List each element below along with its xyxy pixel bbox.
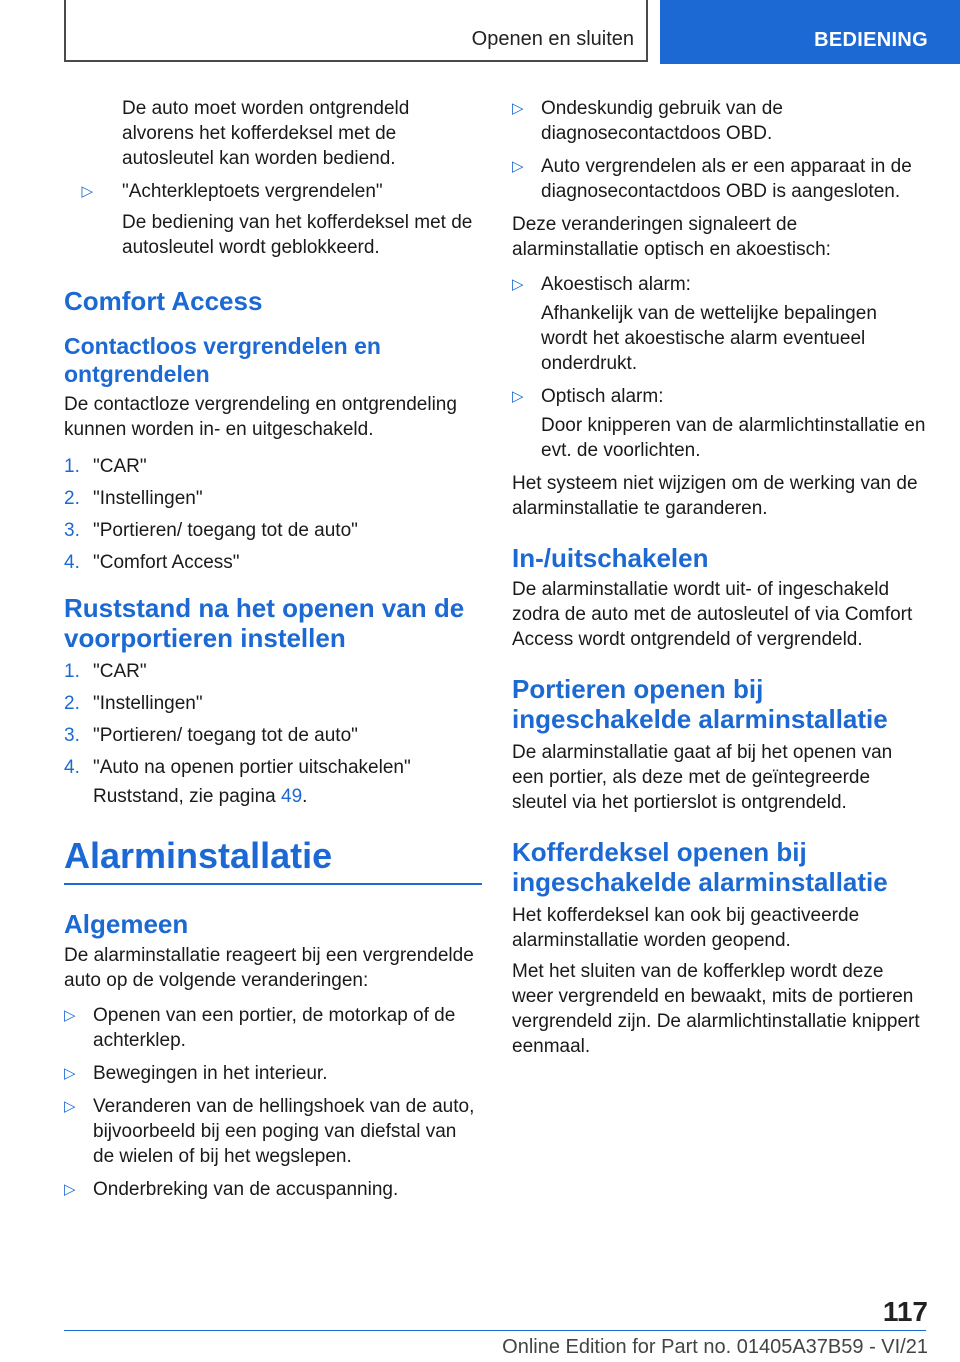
- list-item: ▷ Ondeskundig gebruik van de diagnosecontactdoos OBD.: [512, 98, 783, 144]
- list-item: ▷ "Achterkleptoets vergrendelen": [64, 179, 482, 204]
- list-item: ▷ Optisch alarm:: [512, 386, 664, 407]
- list-item: ▷ Onderbreking van de accuspanning.: [64, 1179, 399, 1200]
- step-item: 3. "Portieren/ toegang tot de auto": [64, 520, 358, 541]
- heading-kofferdeksel-openen: Kofferdeksel openen bij ingeschakelde alarminstallatie: [512, 837, 888, 897]
- step-item: 1. "CAR": [64, 456, 147, 477]
- heading-portieren-openen: Portieren openen bij ingeschakelde alarminstallatie: [512, 674, 888, 734]
- koffer-text-1: Het kofferdeksel kan ook bij geactiveerde alarminstallatie worden geopend.: [512, 905, 860, 951]
- footer-rule: [64, 1330, 926, 1331]
- steps-ruststand: [64, 659, 482, 780]
- right-column: [512, 96, 928, 1059]
- footer-edition: Online Edition for Part no. 01405A37B59 - VI/21: [502, 1336, 928, 1358]
- koffer-text-2: Met het sluiten van de kofferklep wordt deze weer vergrendeld en bewaakt, mits de portieren vergrendeld zijn. De alarmlichtinstallatie knippert eenmaal.: [512, 961, 920, 1057]
- algemeen-list: [64, 1003, 482, 1202]
- list-item: ▷ Veranderen van de hellingshoek van de auto, bijvoorbeeld bij een poging van diefstal van de wielen of bij het wegslepen.: [64, 1096, 475, 1167]
- heading-contactloos: Contactloos vergrendelen en ontgrendelen: [64, 333, 381, 387]
- bullet-icon: ▷: [512, 158, 524, 175]
- steps-comfort: [64, 454, 482, 575]
- intro-continuation: De auto moet worden ontgrendeld alvorens het kofferdeksel met de autosleutel kan worden bediend.: [122, 98, 410, 169]
- inuit-text: De alarminstallatie wordt uit- of ingeschakeld zodra de auto met de autosleutel of via Comfort Access wordt ontgrendeld of vergrendeld.: [512, 579, 913, 650]
- bullet-subtext: Afhankelijk van de wettelijke bepalingen wordt het akoestische alarm eventueel onderdrukt.: [541, 303, 877, 374]
- chapter-tab: BEDIENING: [660, 0, 960, 64]
- step-item: 2. "Instellingen": [64, 488, 203, 509]
- list-item: ▷ Auto vergrendelen als er een apparaat in de diagnosecontactdoos OBD is aangesloten.: [512, 156, 912, 202]
- step-item: 1. "CAR": [64, 661, 147, 682]
- bullet-icon: ▷: [512, 276, 524, 293]
- section-title: Openen en sluiten: [471, 28, 634, 50]
- page-header: [0, 0, 960, 66]
- contactloos-text: De contactloze vergrendeling en ontgrendeling kunnen worden in- en uitgeschakeld.: [64, 394, 457, 440]
- bullet-icon: ▷: [64, 1007, 76, 1024]
- left-column: [64, 96, 482, 1208]
- section-header-box: [64, 0, 648, 62]
- systeem-text: Het systeem niet wijzigen om de werking van de alarminstallatie te garanderen.: [512, 473, 918, 519]
- algemeen-text: De alarminstallatie reageert bij een vergrendelde auto op de volgende veranderingen:: [64, 945, 474, 991]
- page-number: 117: [882, 1296, 928, 1327]
- heading-rule: [64, 883, 482, 885]
- list-item: ▷ Bewegingen in het interieur.: [64, 1063, 328, 1084]
- heading-in-uitschakelen: In-/uitschakelen: [512, 543, 709, 573]
- step-item: 4. "Auto na openen portier uitschakelen": [64, 757, 411, 778]
- bullet-icon: ▷: [64, 1098, 76, 1115]
- step-item: 4. "Comfort Access": [64, 552, 240, 573]
- bullet-icon: ▷: [512, 100, 524, 117]
- bullet-subtext: Door knipperen van de alarmlichtinstallatie en evt. de voorlichten.: [541, 415, 926, 461]
- list-item: ▷ Openen van een portier, de motorkap of de achterklep.: [64, 1005, 456, 1051]
- bullet-icon: ▷: [64, 1181, 76, 1198]
- heading-ruststand: Ruststand na het openen van de voorportieren instellen: [64, 593, 465, 653]
- page-link[interactable]: 49: [281, 786, 303, 807]
- heading-algemeen: Algemeen: [64, 909, 189, 939]
- heading-comfort-access: Comfort Access: [64, 286, 263, 316]
- bullet-subtext: De bediening van het kofferdeksel met de autosleutel wordt geblokkeerd.: [122, 212, 473, 258]
- ruststand-note: Ruststand, zie pagina 49.: [93, 786, 308, 807]
- bullet-icon: ▷: [512, 388, 524, 405]
- list-item: ▷ Akoestisch alarm:: [512, 274, 691, 295]
- bullet-icon: ▷: [64, 1065, 76, 1082]
- bullet-icon: ▷: [81, 183, 93, 200]
- signal-text: Deze veranderingen signaleert de alarminstallatie optisch en akoestisch:: [512, 214, 831, 260]
- portieren-text: De alarminstallatie gaat af bij het openen van een portier, als deze met de geïntegreerde sleutel via het portierslot is ontgrendeld.: [512, 742, 893, 813]
- heading-alarminstallatie: Alarminstallatie: [64, 835, 333, 876]
- step-item: 2. "Instellingen": [64, 693, 203, 714]
- step-item: 3. "Portieren/ toegang tot de auto": [64, 725, 358, 746]
